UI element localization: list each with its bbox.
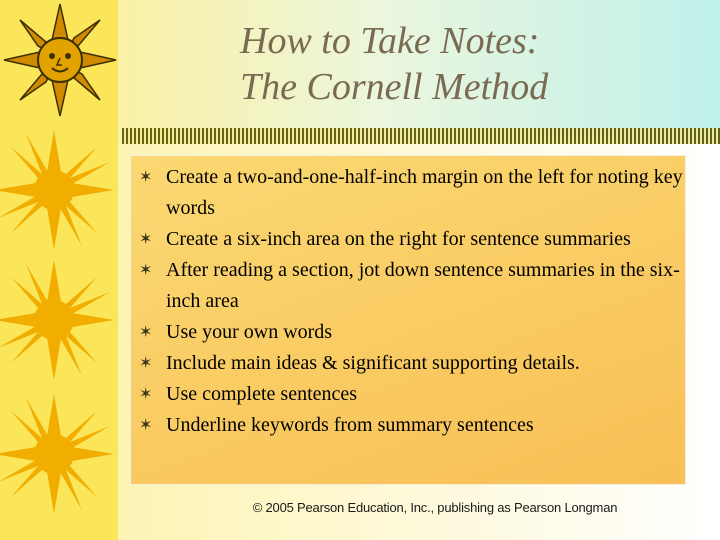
star-bullet-icon: ✶ [139,169,153,186]
bullet-text: Include main ideas & significant supporting details. [166,352,580,374]
bullet-text: Underline keywords from summary sentences [166,414,534,436]
bullet-text: Create a two-and-one-half-inch margin on the left for noting key words [166,166,683,219]
sun-icon [0,258,116,382]
list-item [139,255,689,317]
star-bullet-icon: ✶ [139,231,153,248]
list-item [139,410,689,441]
copyright-footer: © 2005 Pearson Education, Inc., publishing as Pearson Longman [252,500,618,515]
sun-face-icon [2,2,118,118]
bullet-text: Use your own words [166,321,333,343]
list-item [139,162,689,224]
bullet-text: Use complete sentences [166,383,358,405]
list-item [139,317,689,348]
list-item [139,348,689,379]
star-bullet-icon: ✶ [139,386,153,403]
title-underline-bar [122,128,720,144]
star-bullet-icon: ✶ [139,417,153,434]
title-line-1: How to Take Notes: [240,20,540,62]
bullet-list [139,162,689,441]
star-bullet-icon: ✶ [139,355,153,372]
sun-icon [0,128,116,252]
bullet-text: After reading a section, jot down sentence summaries in the six-inch area [166,259,680,312]
list-item [139,224,689,255]
bullet-text: Create a six-inch area on the right for sentence summaries [166,228,631,250]
title-line-2: The Cornell Method [240,66,549,108]
list-item [139,379,689,410]
slide-title [240,18,710,110]
star-bullet-icon: ✶ [139,262,153,279]
star-bullet-icon: ✶ [139,324,153,341]
sun-icon [0,392,116,516]
